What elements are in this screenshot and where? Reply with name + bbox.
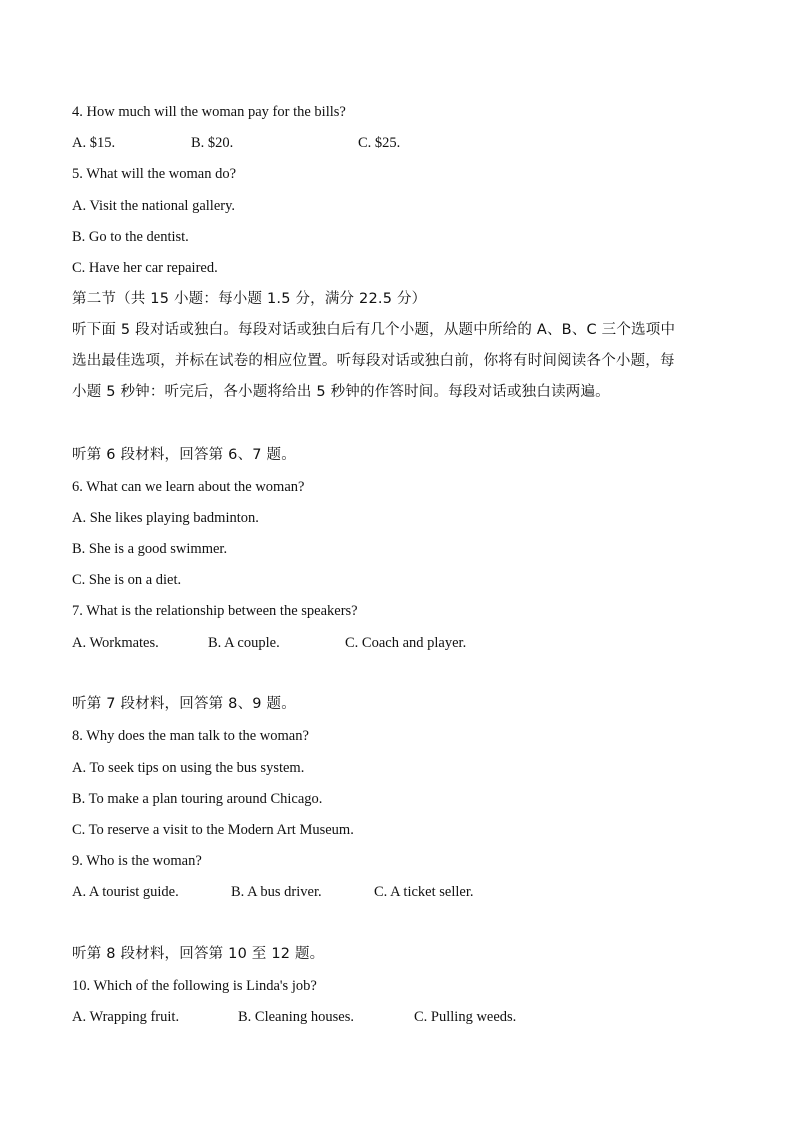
- section-title: 第二节（共 15 小题：每小题 1.5 分，满分 22.5 分）: [72, 291, 427, 307]
- option-b: B. $20.: [191, 135, 234, 151]
- option-c: C. Coach and player.: [345, 635, 467, 651]
- question-4: 4. How much will the woman pay for the bills?: [72, 104, 346, 120]
- option-c: C. $25.: [358, 135, 401, 151]
- question-6: 6. What can we learn about the woman?: [72, 479, 305, 495]
- option-b: B. A couple.: [208, 635, 280, 651]
- option-c: C. A ticket seller.: [374, 884, 474, 900]
- question-5: 5. What will the woman do?: [72, 166, 237, 182]
- section-instructions-line-2: 选出最佳选项，并标在试卷的相应位置。听每段对话或独白前，你将有时间阅读各个小题，每: [72, 353, 675, 369]
- option-b: B. She is a good swimmer.: [72, 541, 228, 557]
- question-10: 10. Which of the following is Linda's job?: [72, 978, 317, 994]
- option-a: A. Workmates.: [72, 635, 159, 651]
- option-c: C. Pulling weeds.: [414, 1009, 517, 1025]
- option-a: A. To seek tips on using the bus system.: [72, 760, 305, 776]
- option-c: C. To reserve a visit to the Modern Art Museum.: [72, 822, 354, 838]
- option-b: B. A bus driver.: [231, 884, 322, 900]
- option-a: A. Visit the national gallery.: [72, 198, 236, 214]
- section-instructions-line-1: 听下面 5 段对话或独白。每段对话或独白后有几个小题，从题中所给的 A、B、C 三个选项中: [72, 322, 676, 338]
- option-b: B. Go to the dentist.: [72, 229, 189, 245]
- material-7-header: 听第 7 段材料，回答第 8、9 题。: [72, 696, 296, 712]
- section-instructions-line-3: 小题 5 秒钟：听完后，各小题将给出 5 秒钟的作答时间。每段对话或独白读两遍。: [72, 384, 610, 400]
- option-b: B. To make a plan touring around Chicago.: [72, 791, 323, 807]
- option-a: A. A tourist guide.: [72, 884, 179, 900]
- question-9-options: [72, 882, 522, 902]
- material-8-header: 听第 8 段材料，回答第 10 至 12 题。: [72, 946, 325, 962]
- option-c: C. She is on a diet.: [72, 572, 182, 588]
- question-4-options: [72, 133, 472, 153]
- option-c: C. Have her car repaired.: [72, 260, 218, 276]
- option-a: A. She likes playing badminton.: [72, 510, 259, 526]
- option-a: A. $15.: [72, 135, 116, 151]
- question-9: 9. Who is the woman?: [72, 853, 202, 869]
- question-7: 7. What is the relationship between the speakers?: [72, 603, 358, 619]
- option-b: B. Cleaning houses.: [238, 1009, 354, 1025]
- question-10-options: [72, 1007, 552, 1027]
- question-7-options: [72, 633, 522, 653]
- material-6-header: 听第 6 段材料，回答第 6、7 题。: [72, 447, 296, 463]
- option-a: A. Wrapping fruit.: [72, 1009, 180, 1025]
- question-8: 8. Why does the man talk to the woman?: [72, 728, 309, 744]
